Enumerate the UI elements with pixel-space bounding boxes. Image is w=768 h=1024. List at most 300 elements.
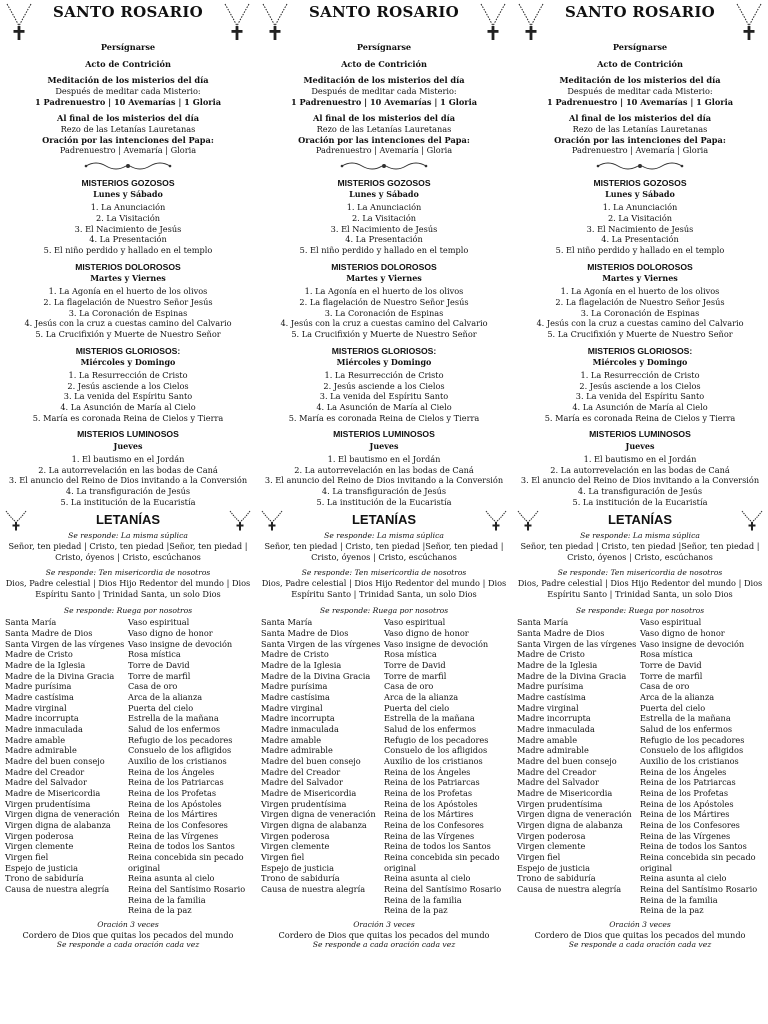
mystery-item: 2. La flagelación de Nuestro Señor Jesús xyxy=(299,296,469,307)
mystery-days: Miércoles y Domingo xyxy=(80,356,176,367)
invocacion-1: Señor, ten piedad | Cristo, ten piedad |Señor, ten piedad | Cristo, óyenos | Cristo, escúchanos xyxy=(8,541,248,562)
letania-item: Torre de marfil xyxy=(128,670,191,681)
letania-item: Virgen digna de veneración xyxy=(517,809,632,820)
letania-item: Auxilio de los cristianos xyxy=(128,756,227,767)
mystery-item: 1. El bautismo en el Jordán xyxy=(583,454,697,464)
letania-item: Reina de los Ángeles xyxy=(640,766,727,777)
letania-item: Virgen prudentísima xyxy=(5,798,91,809)
letania-item: Reina de la familia xyxy=(128,894,206,905)
letania-item: Trono de sabiduría xyxy=(261,873,340,884)
papa-line: Padrenuestro | Avemaría | Gloria xyxy=(315,145,453,156)
letania-item: Reina de los Profetas xyxy=(128,787,217,798)
letania-item: Vaso digno de honor xyxy=(128,628,213,639)
mysteries-section xyxy=(5,178,251,507)
letania-item: Reina de las Vírgenes xyxy=(128,830,219,841)
mystery-item: 2. La Visitación xyxy=(351,213,417,224)
letania-item: Madre admirable xyxy=(261,745,333,756)
letania-item: Reina de todos los Santos xyxy=(128,841,235,852)
mystery-item: 1. La Agonía en el huerto de los olivos xyxy=(48,286,208,297)
mystery-item: 5. El niño perdido y hallado en el templo xyxy=(43,245,213,256)
letania-item: Consuelo de los afligidos xyxy=(640,745,744,756)
letania-item: Salud de los enfermos xyxy=(640,724,733,735)
letania-item: Torre de marfil xyxy=(384,670,447,681)
letania-item: Virgen fiel xyxy=(5,851,49,862)
cordero: Cordero de Dios que quitas los pecados del mundo xyxy=(534,929,746,940)
letania-item: Madre amable xyxy=(5,734,66,745)
letania-item: Causa de nuestra alegría xyxy=(261,883,366,894)
footer xyxy=(5,920,251,950)
letania-item: Reina del Santísimo Rosario xyxy=(128,883,246,894)
letanias-title: LETANÍAS xyxy=(607,511,673,527)
rosary-cross-icon xyxy=(485,509,507,531)
rezo-letanias: Rezo de las Letanías Lauretanas xyxy=(316,123,452,134)
mystery-item: 4. Jesús con la cruz a cuestas camino del Calvario xyxy=(536,318,744,329)
mystery-item: 4. La transfiguración de Jesús xyxy=(577,485,703,496)
letania-item: Virgen clemente xyxy=(261,841,330,852)
letania-item: Madre amable xyxy=(261,734,322,745)
letania-item: Madre del buen consejo xyxy=(517,756,617,767)
mystery-item: 1. La Resurrección de Cristo xyxy=(324,370,444,381)
acto-contricion: Acto de Contrición xyxy=(85,58,171,69)
mystery-item: 2. La autorrevelación en las bodas de Caná xyxy=(38,464,218,475)
letania-item: Madre inmaculada xyxy=(261,724,339,735)
letania-item: Madre de Cristo xyxy=(261,649,329,660)
letania-item: Reina de los Confesores xyxy=(384,819,484,830)
letania-item: Reina de los Ángeles xyxy=(128,766,215,777)
letania-item: Madre de Misericordia xyxy=(517,787,613,798)
respuesta-2: Se responde: Ten misericordia de nosotros xyxy=(45,568,211,578)
rosary-panel xyxy=(0,0,256,1024)
mystery-title: MISTERIOS DOLOROSOS xyxy=(587,261,693,272)
letania-item: Reina concebida sin pecado original xyxy=(384,851,500,873)
mystery-item: 5. El niño perdido y hallado en el templo xyxy=(299,245,469,256)
letania-item: Auxilio de los cristianos xyxy=(384,756,483,767)
mystery-title: MISTERIOS LUMINOSOS xyxy=(333,429,435,440)
mystery-item: 5. La institución de la Eucaristía xyxy=(60,496,196,507)
mystery-item: 2. Jesús asciende a los Cielos xyxy=(323,380,445,391)
mystery-days: Jueves xyxy=(113,440,143,451)
persignarse: Persígnarse xyxy=(612,42,668,52)
al-final: Al final de los misterios del día xyxy=(568,113,712,124)
mystery-title: MISTERIOS GLORIOSOS: xyxy=(75,345,181,356)
respuesta-4: Se responde a cada oración cada vez xyxy=(56,940,200,950)
letania-item: Reina de los Mártires xyxy=(384,809,474,820)
oracion-veces: Oración 3 veces xyxy=(353,919,415,929)
acto-contricion: Acto de Contrición xyxy=(341,58,427,69)
rezo-letanias: Rezo de las Letanías Lauretanas xyxy=(60,123,196,134)
letania-item: Madre del Salvador xyxy=(517,777,599,788)
letania-item: Consuelo de los afligidos xyxy=(128,745,232,756)
ornament-divider xyxy=(261,160,507,172)
letania-item: Vaso espiritual xyxy=(384,617,446,628)
letania-item: Reina de todos los Santos xyxy=(384,841,491,852)
letania-item: Madre virginal xyxy=(261,702,323,713)
rosary-panel xyxy=(512,0,768,1024)
letania-item: Madre castísima xyxy=(5,692,74,703)
letania-item: Reina de los Mártires xyxy=(128,809,218,820)
despues-misterio: Después de meditar cada Misterio: xyxy=(567,85,713,96)
title-row xyxy=(261,2,507,42)
flourish-icon xyxy=(594,160,686,172)
flourish-icon xyxy=(82,160,174,172)
letanias-title: LETANÍAS xyxy=(95,511,161,527)
letania-item: Santa María xyxy=(261,617,313,628)
respuesta-3: Se responde: Ruega por nosotros xyxy=(575,605,705,615)
letania-item: Reina concebida sin pecado original xyxy=(640,851,756,873)
mystery-item: 2. La Visitación xyxy=(607,213,673,224)
meditacion: Meditación de los misterios del día xyxy=(559,75,721,86)
letania-item: Reina asunta al cielo xyxy=(128,873,215,884)
mystery-item: 5. La institución de la Eucaristía xyxy=(316,496,452,507)
letanias-col-1 xyxy=(517,617,640,915)
letania-item: Salud de los enfermos xyxy=(128,724,221,735)
letania-item: Puerta del cielo xyxy=(128,702,194,713)
letania-item: Santa Virgen de las vírgenes xyxy=(5,638,125,649)
mystery-item: 4. La Presentación xyxy=(345,234,423,245)
letania-item: Reina de las Vírgenes xyxy=(384,830,475,841)
letania-item: Madre castísima xyxy=(261,692,330,703)
mystery-item: 3. El Nacimiento de Jesús xyxy=(330,223,438,234)
letania-item: Madre del Salvador xyxy=(5,777,87,788)
mystery-item: 1. La Resurrección de Cristo xyxy=(68,370,188,381)
letania-item: Virgen digna de alabanza xyxy=(261,819,367,830)
letania-item: Madre de Cristo xyxy=(517,649,585,660)
letania-item: Virgen digna de veneración xyxy=(261,809,376,820)
letania-item: Madre incorrupta xyxy=(517,713,591,724)
letania-item: Madre del buen consejo xyxy=(5,756,105,767)
page-title: SANTO ROSARIO xyxy=(564,3,716,21)
rosary-cross-icon xyxy=(517,2,545,42)
letania-item: Madre castísima xyxy=(517,692,586,703)
letania-item: Virgen prudentísima xyxy=(261,798,347,809)
acto-contricion: Acto de Contrición xyxy=(597,58,683,69)
persignarse: Persígnarse xyxy=(356,42,412,52)
al-final: Al final de los misterios del día xyxy=(56,113,200,124)
letania-item: Reina de los Confesores xyxy=(640,819,740,830)
letania-item: Arca de la alianza xyxy=(128,692,203,703)
letania-item: Trono de sabiduría xyxy=(5,873,84,884)
letania-item: Vaso digno de honor xyxy=(384,628,469,639)
letanias-col-2 xyxy=(384,617,507,915)
letania-item: Madre incorrupta xyxy=(5,713,79,724)
mystery-title: MISTERIOS DOLOROSOS xyxy=(75,261,181,272)
letania-item: Reina de los Profetas xyxy=(640,787,729,798)
letania-item: Refugio de los pecadores xyxy=(128,734,233,745)
rosary-cross-icon xyxy=(517,509,539,531)
letania-item: Espejo de justicia xyxy=(517,862,591,873)
mystery-days: Lunes y Sábado xyxy=(349,189,419,200)
mystery-item: 2. La autorrevelación en las bodas de Caná xyxy=(550,464,730,475)
letanias-col-1 xyxy=(5,617,128,915)
page-title: SANTO ROSARIO xyxy=(308,3,460,21)
title-row xyxy=(5,2,251,42)
mystery-item: 3. El Nacimiento de Jesús xyxy=(74,223,182,234)
mystery-days: Miércoles y Domingo xyxy=(592,356,688,367)
letania-item: Madre purísima xyxy=(5,681,72,692)
oracion-papa: Oración por las intenciones del Papa: xyxy=(298,134,470,145)
letania-item: Santa Virgen de las vírgenes xyxy=(261,638,381,649)
page-title: SANTO ROSARIO xyxy=(52,3,204,21)
mystery-item: 3. La venida del Espíritu Santo xyxy=(575,391,705,402)
rosary-cross-icon xyxy=(5,2,33,42)
letania-item: Reina de las Vírgenes xyxy=(640,830,731,841)
letania-item: Madre de la Iglesia xyxy=(517,660,598,671)
letania-item: Reina de los Profetas xyxy=(384,787,473,798)
respuesta-2: Se responde: Ten misericordia de nosotros xyxy=(301,568,467,578)
letania-item: Refugio de los pecadores xyxy=(384,734,489,745)
letania-item: Estrella de la mañana xyxy=(128,713,219,724)
oracion-papa: Oración por las intenciones del Papa: xyxy=(42,134,214,145)
footer xyxy=(517,920,763,950)
letania-item: Reina de la familia xyxy=(640,894,718,905)
letania-item: Madre del Salvador xyxy=(261,777,343,788)
letania-item: Santa Madre de Dios xyxy=(261,628,349,639)
mystery-item: 1. El bautismo en el Jordán xyxy=(71,454,185,464)
letania-item: Madre incorrupta xyxy=(261,713,335,724)
mystery-item: 2. La Visitación xyxy=(95,213,161,224)
letanias-title: LETANÍAS xyxy=(351,511,417,527)
letania-item: Reina de los Patriarcas xyxy=(384,777,480,788)
mystery-item: 3. La venida del Espíritu Santo xyxy=(319,391,449,402)
mysteries-section xyxy=(517,178,763,507)
letanias-col-1 xyxy=(261,617,384,915)
mystery-title: MISTERIOS DOLOROSOS xyxy=(331,261,437,272)
letania-item: Refugio de los pecadores xyxy=(640,734,745,745)
cordero: Cordero de Dios que quitas los pecados del mundo xyxy=(278,929,490,940)
mystery-item: 4. La Asunción de María al Cielo xyxy=(572,402,708,413)
mystery-item: 4. La Asunción de María al Cielo xyxy=(60,402,196,413)
letania-item: Virgen digna de alabanza xyxy=(5,819,111,830)
mystery-item: 1. La Anunciación xyxy=(346,202,422,213)
letania-item: Madre de la Iglesia xyxy=(261,660,342,671)
mystery-days: Martes y Viernes xyxy=(90,272,166,283)
ornament-divider xyxy=(517,160,763,172)
respuesta-2: Se responde: Ten misericordia de nosotros xyxy=(557,568,723,578)
letania-item: Reina de la familia xyxy=(384,894,462,905)
mystery-item: 2. Jesús asciende a los Cielos xyxy=(579,380,701,391)
letania-item: Reina de los Mártires xyxy=(640,809,730,820)
letania-item: Puerta del cielo xyxy=(640,702,706,713)
letanias-columns xyxy=(261,617,507,915)
invocacion-1: Señor, ten piedad | Cristo, ten piedad |Señor, ten piedad | Cristo, óyenos | Cristo, escúchanos xyxy=(264,541,504,562)
rosary-cross-icon xyxy=(5,509,27,531)
letania-item: Arca de la alianza xyxy=(640,692,715,703)
mystery-days: Jueves xyxy=(625,440,655,451)
mystery-days: Lunes y Sábado xyxy=(605,189,675,200)
letania-item: Virgen poderosa xyxy=(517,830,586,841)
despues-misterio: Después de meditar cada Misterio: xyxy=(311,85,457,96)
letania-item: Auxilio de los cristianos xyxy=(640,756,739,767)
letania-item: Madre de la Iglesia xyxy=(5,660,86,671)
letania-item: Espejo de justicia xyxy=(5,862,79,873)
letanias-col-2 xyxy=(128,617,251,915)
letania-item: Vaso digno de honor xyxy=(640,628,725,639)
invocacion-2: Dios, Padre celestial | Dios Hijo Redentor del mundo | Dios Espíritu Santo | Trinidad Santa, un solo Dios xyxy=(517,578,763,599)
mystery-item: 3. La venida del Espíritu Santo xyxy=(63,391,193,402)
mystery-item: 4. La Presentación xyxy=(89,234,167,245)
letania-item: Madre inmaculada xyxy=(5,724,83,735)
letanias-columns xyxy=(517,617,763,915)
respuesta-4: Se responde a cada oración cada vez xyxy=(568,940,712,950)
title-row xyxy=(517,2,763,42)
invocacion-1: Señor, ten piedad | Cristo, ten piedad |Señor, ten piedad | Cristo, óyenos | Cristo, escúchanos xyxy=(520,541,760,562)
al-final: Al final de los misterios del día xyxy=(312,113,456,124)
respuesta-4: Se responde a cada oración cada vez xyxy=(312,940,456,950)
letania-item: Vaso espiritual xyxy=(640,617,702,628)
ornament-divider xyxy=(5,160,251,172)
letania-item: Reina asunta al cielo xyxy=(384,873,471,884)
letania-item: Arca de la alianza xyxy=(384,692,459,703)
cordero: Cordero de Dios que quitas los pecados del mundo xyxy=(22,929,234,940)
letania-item: Casa de oro xyxy=(384,681,434,692)
letania-item: Reina de los Confesores xyxy=(128,819,228,830)
mystery-title: MISTERIOS GLORIOSOS: xyxy=(331,345,437,356)
letania-item: Rosa mística xyxy=(640,649,693,660)
respuesta-1: Se responde: La misma súplica xyxy=(580,531,700,541)
letania-item: Vaso insigne de devoción xyxy=(384,638,489,649)
mystery-item: 4. Jesús con la cruz a cuestas camino del Calvario xyxy=(280,318,488,329)
letania-item: Virgen fiel xyxy=(261,851,305,862)
mystery-item: 4. Jesús con la cruz a cuestas camino del Calvario xyxy=(24,318,232,329)
meditacion: Meditación de los misterios del día xyxy=(47,75,209,86)
papa-line: Padrenuestro | Avemaría | Gloria xyxy=(571,145,709,156)
mystery-item: 5. La Crucifixión y Muerte de Nuestro Señor xyxy=(547,328,733,339)
letania-item: Madre virginal xyxy=(5,702,67,713)
letanias-header xyxy=(261,509,507,531)
rosary-cross-icon xyxy=(735,2,763,42)
letania-item: Trono de sabiduría xyxy=(517,873,596,884)
mystery-item: 1. La Resurrección de Cristo xyxy=(580,370,700,381)
rosary-panel xyxy=(256,0,512,1024)
oracion-veces: Oración 3 veces xyxy=(97,919,159,929)
letania-item: Virgen poderosa xyxy=(5,830,74,841)
mystery-item: 5. La Crucifixión y Muerte de Nuestro Señor xyxy=(291,328,477,339)
mystery-item: 2. La flagelación de Nuestro Señor Jesús xyxy=(43,296,213,307)
letania-item: Reina de los Patriarcas xyxy=(128,777,224,788)
rosary-cross-icon xyxy=(479,2,507,42)
mystery-title: MISTERIOS GOZOSOS xyxy=(81,177,175,188)
mystery-item: 5. María es coronada Reina de Cielos y Tierra xyxy=(288,412,480,423)
mystery-days: Miércoles y Domingo xyxy=(336,356,432,367)
mystery-item: 3. La Coronación de Espinas xyxy=(580,307,700,318)
letania-item: Reina de los Apóstoles xyxy=(384,798,478,809)
letania-item: Puerta del cielo xyxy=(384,702,450,713)
letania-item: Santa Madre de Dios xyxy=(517,628,605,639)
mystery-title: MISTERIOS LUMINOSOS xyxy=(77,429,179,440)
mystery-item: 4. La Presentación xyxy=(601,234,679,245)
mystery-item: 5. María es coronada Reina de Cielos y Tierra xyxy=(32,412,224,423)
respuesta-3: Se responde: Ruega por nosotros xyxy=(319,605,449,615)
mystery-days: Lunes y Sábado xyxy=(93,189,163,200)
letania-item: Causa de nuestra alegría xyxy=(5,883,110,894)
footer xyxy=(261,920,507,950)
mysteries-section xyxy=(261,178,507,507)
letania-item: Madre de Cristo xyxy=(5,649,73,660)
mystery-days: Martes y Viernes xyxy=(346,272,422,283)
letania-item: Torre de David xyxy=(384,660,446,671)
mystery-item: 3. La Coronación de Espinas xyxy=(68,307,188,318)
letania-item: Reina del Santísimo Rosario xyxy=(384,883,502,894)
mystery-item: 5. La Crucifixión y Muerte de Nuestro Señor xyxy=(35,328,221,339)
letania-item: Virgen fiel xyxy=(517,851,561,862)
respuesta-3: Se responde: Ruega por nosotros xyxy=(63,605,193,615)
letania-item: Madre amable xyxy=(517,734,578,745)
letania-item: Consuelo de los afligidos xyxy=(384,745,488,756)
mystery-item: 4. La transfiguración de Jesús xyxy=(321,485,447,496)
mystery-item: 3. El anuncio del Reino de Dios invitando a la Conversión xyxy=(264,475,504,486)
letania-item: Torre de marfil xyxy=(640,670,703,681)
letania-item: Estrella de la mañana xyxy=(384,713,475,724)
letania-item: Rosa mística xyxy=(128,649,181,660)
mystery-days: Jueves xyxy=(369,440,399,451)
mystery-item: 5. María es coronada Reina de Cielos y Tierra xyxy=(544,412,736,423)
letania-item: Madre virginal xyxy=(517,702,579,713)
letanias-col-2 xyxy=(640,617,763,915)
letania-item: Espejo de justicia xyxy=(261,862,335,873)
mystery-item: 1. La Agonía en el huerto de los olivos xyxy=(304,286,464,297)
letania-item: Madre purísima xyxy=(261,681,328,692)
respuesta-1: Se responde: La misma súplica xyxy=(324,531,444,541)
mystery-item: 5. El niño perdido y hallado en el templo xyxy=(555,245,725,256)
papa-line: Padrenuestro | Avemaría | Gloria xyxy=(59,145,197,156)
letania-item: Reina de los Ángeles xyxy=(384,766,471,777)
letania-item: Torre de David xyxy=(128,660,190,671)
letania-item: Santa María xyxy=(517,617,569,628)
letania-item: Santa María xyxy=(5,617,57,628)
letania-item: Virgen prudentísima xyxy=(517,798,603,809)
letania-item: Madre del Creador xyxy=(261,766,341,777)
rosary-cross-icon xyxy=(741,509,763,531)
letania-item: Madre del buen consejo xyxy=(261,756,361,767)
rosary-cross-icon xyxy=(229,509,251,531)
letania-item: Reina asunta al cielo xyxy=(640,873,727,884)
letania-item: Reina de la paz xyxy=(640,905,704,916)
letania-item: Estrella de la mañana xyxy=(640,713,731,724)
letania-item: Madre admirable xyxy=(517,745,589,756)
letanias-header xyxy=(517,509,763,531)
letania-item: Rosa mística xyxy=(384,649,437,660)
mystery-item: 1. El bautismo en el Jordán xyxy=(327,454,441,464)
oracion-papa: Oración por las intenciones del Papa: xyxy=(554,134,726,145)
letania-item: Reina de la paz xyxy=(128,905,192,916)
letania-item: Madre admirable xyxy=(5,745,77,756)
persignarse: Persígnarse xyxy=(100,42,156,52)
rezo-line: 1 Padrenuestro | 10 Avemarías | 1 Gloria xyxy=(290,96,478,107)
letania-item: Vaso espiritual xyxy=(128,617,190,628)
letania-item: Santa Madre de Dios xyxy=(5,628,93,639)
mystery-item: 2. Jesús asciende a los Cielos xyxy=(67,380,189,391)
letania-item: Reina de la paz xyxy=(384,905,448,916)
letanias-columns xyxy=(5,617,251,915)
letania-item: Madre del Creador xyxy=(5,766,85,777)
mystery-item: 5. La institución de la Eucaristía xyxy=(572,496,708,507)
rezo-line: 1 Padrenuestro | 10 Avemarías | 1 Gloria xyxy=(34,96,222,107)
mystery-item: 1. La Anunciación xyxy=(90,202,166,213)
letania-item: Reina de los Patriarcas xyxy=(640,777,736,788)
mystery-title: MISTERIOS GLORIOSOS: xyxy=(587,345,693,356)
invocacion-2: Dios, Padre celestial | Dios Hijo Redentor del mundo | Dios Espíritu Santo | Trinidad Santa, un solo Dios xyxy=(5,578,251,599)
letania-item: Vaso insigne de devoción xyxy=(640,638,745,649)
letania-item: Virgen clemente xyxy=(517,841,586,852)
letania-item: Madre inmaculada xyxy=(517,724,595,735)
letania-item: Casa de oro xyxy=(640,681,690,692)
mystery-item: 3. La Coronación de Espinas xyxy=(324,307,444,318)
letania-item: Torre de David xyxy=(640,660,702,671)
rosary-cross-icon xyxy=(223,2,251,42)
mystery-item: 4. La Asunción de María al Cielo xyxy=(316,402,452,413)
invocacion-2: Dios, Padre celestial | Dios Hijo Redentor del mundo | Dios Espíritu Santo | Trinidad Santa, un solo Dios xyxy=(261,578,507,599)
letania-item: Reina del Santísimo Rosario xyxy=(640,883,758,894)
